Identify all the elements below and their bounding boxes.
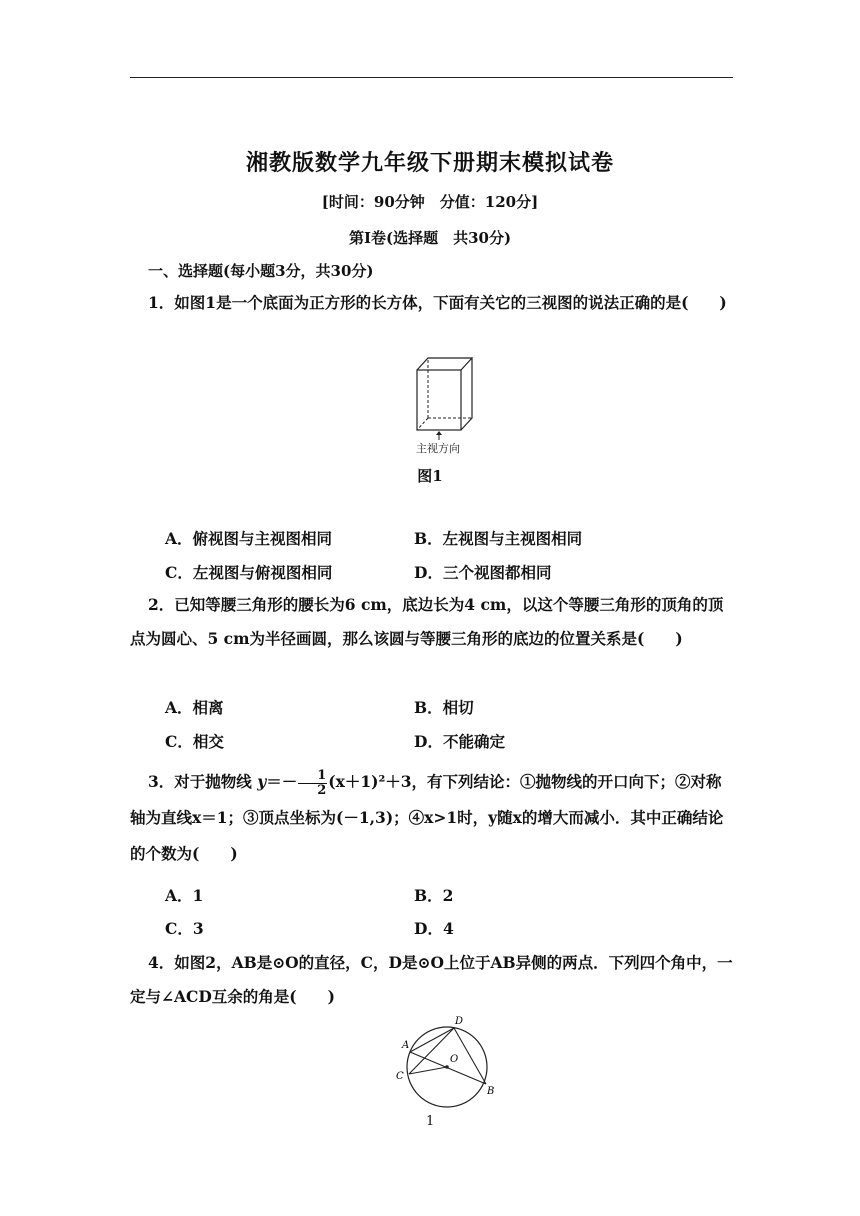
- q3-suffix: ，有下列结论：①抛物线的开口向下；②对称轴为直线x＝1；③顶点坐标为(－1,3)；④x>1时，y随x的增大而减小．其中正确结论的个数为( ): [130, 772, 724, 863]
- circle-figure: [388, 1012, 508, 1112]
- q3-formula-lhs: y: [257, 772, 267, 791]
- figure-1-caption: 图1: [417, 467, 443, 485]
- question-1-text: 1．如图1是一个底面为正方形的长方体，下面有关它的三视图的说法正确的是( ): [148, 293, 727, 312]
- page-number: 1: [426, 1114, 435, 1129]
- label-o: O: [450, 1054, 459, 1065]
- q2-option-b[interactable]: B．相切: [414, 698, 474, 717]
- question-3-text: [130, 764, 733, 872]
- cuboid-figure: [412, 352, 488, 458]
- view-direction-label: 主视方向: [416, 442, 460, 455]
- q3-formula-eq: ＝－: [266, 772, 298, 791]
- q3-option-a[interactable]: A．1: [165, 886, 204, 905]
- q1-option-a[interactable]: A．俯视图与主视图相同: [165, 529, 333, 548]
- q3-frac-den: 2: [317, 782, 327, 798]
- q1-option-d[interactable]: D．三个视图都相同: [414, 563, 552, 582]
- q3-formula-rest: (x＋1)²＋3: [328, 772, 412, 791]
- exam-meta: [时间：90分钟 分值：120分]: [321, 193, 539, 211]
- q1-option-b[interactable]: B．左视图与主视图相同: [414, 529, 583, 548]
- label-a: A: [402, 1040, 410, 1051]
- q3-option-c[interactable]: C．3: [165, 919, 204, 938]
- q3-fraction: [298, 769, 327, 798]
- q2-option-c[interactable]: C．相交: [165, 732, 224, 751]
- q1-option-c[interactable]: C．左视图与俯视图相同: [165, 563, 333, 582]
- q3-option-d[interactable]: D．4: [414, 919, 454, 938]
- question-2-text: 2．已知等腰三角形的腰长为6 cm，底边长为4 cm，以这个等腰三角形的顶角的顶点为圆心、5 cm为半径画圆，那么该圆与等腰三角形的底边的位置关系是( ): [130, 595, 724, 648]
- label-d: D: [455, 1016, 464, 1027]
- q3-prefix: 3．对于抛物线: [148, 772, 258, 791]
- exam-title: 湘教版数学九年级下册期末模拟试卷: [245, 150, 614, 176]
- label-c: C: [396, 1071, 404, 1082]
- question-4-text: 4．如图2，AB是⊙O的直径，C，D是⊙O上位于AB异侧的两点．下列四个角中，一定与∠ACD互余的角是( ): [130, 953, 733, 1006]
- part-heading: 第Ⅰ卷(选择题 共30分): [348, 229, 512, 247]
- q2-option-a[interactable]: A．相离: [165, 698, 224, 717]
- q3-frac-num: 1: [298, 769, 327, 784]
- q2-option-d[interactable]: D．不能确定: [414, 732, 505, 751]
- label-b: B: [487, 1086, 495, 1097]
- q3-option-b[interactable]: B．2: [414, 886, 454, 905]
- section-heading: 一、选择题(每小题3分，共30分): [148, 262, 374, 280]
- header-rule: [130, 77, 733, 78]
